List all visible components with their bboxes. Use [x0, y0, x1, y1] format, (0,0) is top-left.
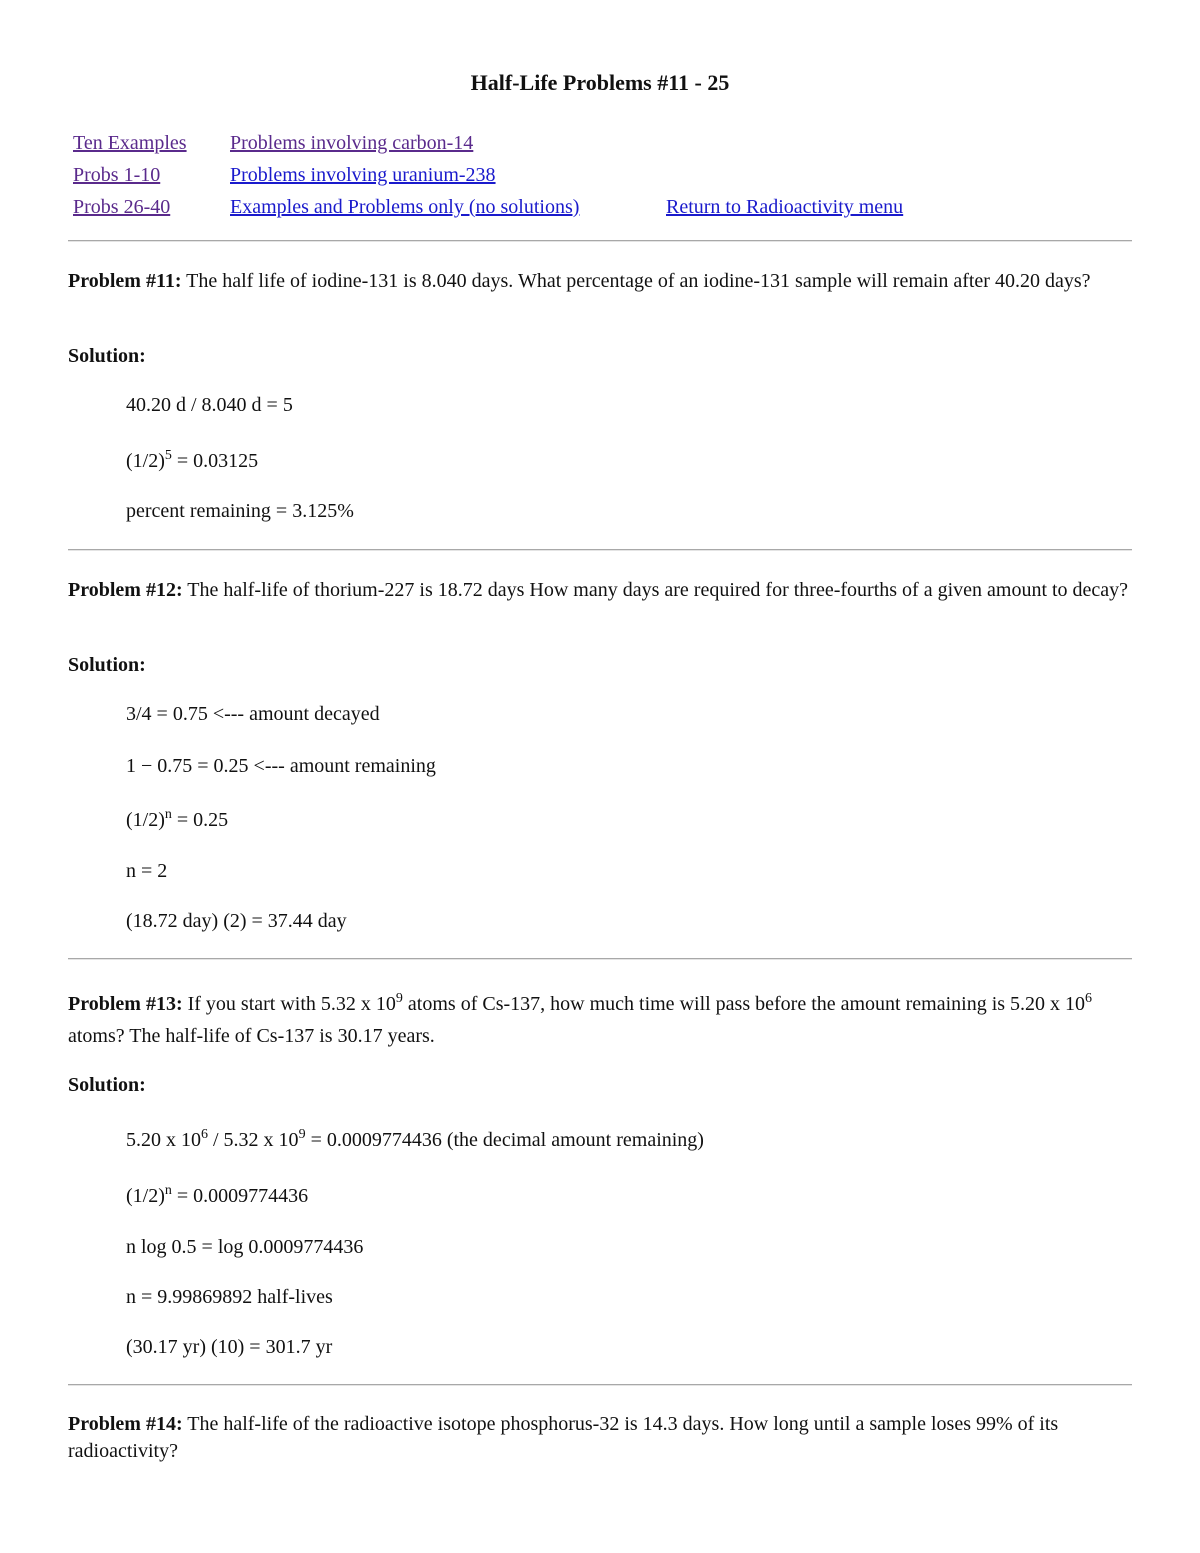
- p13-step-5: (30.17 yr) (10) = 301.7 yr: [126, 1336, 333, 1358]
- p13-step-4: n = 9.99869892 half-lives: [126, 1286, 333, 1308]
- link-carbon14[interactable]: Problems involving carbon-14: [230, 132, 474, 154]
- link-uranium238[interactable]: Problems involving uranium-238: [230, 164, 496, 186]
- link-examples-only[interactable]: Examples and Problems only (no solutions): [230, 196, 580, 218]
- page-title: Half-Life Problems #11 - 25: [470, 70, 730, 95]
- problem-11-label: Problem #11:: [68, 270, 182, 292]
- p11-step-2: $(1/2)^5 = 0.03125$: [126, 448, 259, 472]
- link-ten-examples[interactable]: Ten Examples: [73, 132, 187, 154]
- problem-14-text: The half-life of the radioactive isotope phosphorus-32 is 14.3 days. How long until a sample loses 99% of its radioactivity?: [68, 1413, 1059, 1462]
- problem-12-text: The half-life of thorium-227 is 18.72 days How many days are required for three-fourths of a given amount to decay?: [182, 579, 1129, 601]
- solution-11-label: Solution:: [68, 345, 146, 367]
- link-return-menu[interactable]: Return to Radioactivity menu: [666, 196, 904, 218]
- p12-step-5: (18.72 day) (2) = 37.44 day: [126, 910, 347, 932]
- problem-11-statement: [68, 268, 1132, 295]
- divider: [68, 1384, 1132, 1386]
- p12-step-4: n = 2: [126, 860, 168, 882]
- p12-step-2: 1 − 0.75 = 0.25 <--- amount remaining: [126, 755, 436, 777]
- p12-step-1: 3/4 = 0.75 <--- amount decayed: [126, 703, 380, 725]
- p13-step-3: n log 0.5 = log 0.0009774436: [126, 1236, 364, 1258]
- problem-13-label: Problem #13:: [68, 993, 183, 1015]
- p13-step-1: 5.20 x $10^6 / 5.32$ x $10^9 = 0.0009774436$ (the decimal amount remaining): [126, 1127, 704, 1151]
- p13-step-2: $(1/2)^n = 0.0009774436$: [126, 1183, 309, 1207]
- solution-13-label: Solution:: [68, 1074, 146, 1096]
- problem-13-statement: Problem #13: If you start with 5.32 x $10^9$ atoms of Cs-137, how much time will pass before the amount remaining is 5.20 x $10^6$ atoms? The half-life of Cs-137 is 30.17 years.: [68, 991, 1093, 1047]
- problem-14-label: Problem #14:: [68, 1413, 183, 1435]
- problem-14-statement: [68, 1411, 1132, 1465]
- solution-12-label: Solution:: [68, 654, 146, 676]
- link-probs-1-10[interactable]: Probs 1-10: [73, 164, 161, 186]
- problem-12-statement: [68, 577, 1132, 604]
- problem-11-text: The half life of iodine-131 is 8.040 days. What percentage of an iodine-131 sample will remain after 40.20 days?: [181, 270, 1091, 292]
- divider: [68, 549, 1132, 551]
- problem-12-label: Problem #12:: [68, 579, 183, 601]
- p12-step-3: $(1/2)^n = 0.25$: [126, 807, 229, 831]
- p11-step-3: percent remaining = 3.125%: [126, 500, 354, 522]
- divider: [68, 240, 1132, 242]
- p11-step-1: 40.20 d / 8.040 d = 5: [126, 394, 293, 416]
- divider: [68, 958, 1132, 960]
- link-probs-26-40[interactable]: Probs 26-40: [73, 196, 171, 218]
